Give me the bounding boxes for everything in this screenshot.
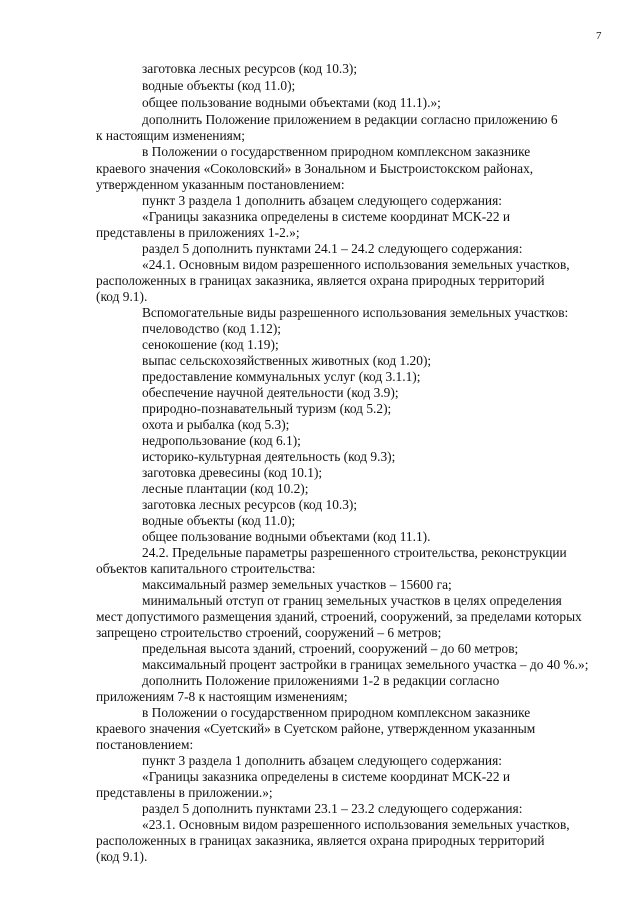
text-line: представлены в приложении.»; [96, 785, 273, 800]
text-line: представлены в приложениях 1-2.»; [96, 225, 300, 240]
text-line: «Границы заказника определены в системе координат МСК-22 и [142, 209, 511, 224]
text-line: мест допустимого размещения зданий, строений, сооружений, за пределами которых [96, 609, 582, 624]
text-line: сенокошение (код 1.19); [142, 337, 279, 352]
text-line: 24.2. Предельные параметры разрешенного строительства, реконструкции [142, 545, 567, 560]
text-line: минимальный отступ от границ земельных участков в целях определения [142, 593, 562, 608]
text-line: расположенных в границах заказника, является охрана природных территорий [96, 833, 545, 848]
text-line: обеспечение научной деятельности (код 3.9); [142, 385, 399, 400]
text-line: пункт 3 раздела 1 дополнить абзацем следующего содержания: [142, 193, 502, 208]
text-line: к настоящим изменениям; [96, 128, 245, 143]
text-line: в Положении о государственном природном комплексном заказнике [142, 144, 531, 159]
text-line: дополнить Положение приложением в редакции согласно приложению 6 [142, 112, 558, 127]
text-line: общее пользование водными объектами (код 11.1).»; [142, 95, 441, 110]
text-line: раздел 5 дополнить пунктами 24.1 – 24.2 следующего содержания: [142, 241, 523, 256]
text-line: в Положении о государственном природном комплексном заказнике [142, 705, 531, 720]
text-line: «23.1. Основным видом разрешенного использования земельных участков, [142, 817, 570, 832]
text-line: историко-культурная деятельность (код 9.3); [142, 449, 396, 464]
text-line: расположенных в границах заказника, является охрана природных территорий [96, 273, 545, 288]
text-line: раздел 5 дополнить пунктами 23.1 – 23.2 следующего содержания: [142, 801, 523, 816]
text-line: краевого значения «Соколовский» в Зональном и Быстроистокском районах, [96, 161, 534, 176]
text-line: предельная высота зданий, строений, сооружений – до 60 метров; [142, 641, 519, 656]
text-line: выпас сельскохозяйственных животных (код 1.20); [142, 353, 432, 368]
text-line: охота и рыбалка (код 5.3); [142, 417, 290, 432]
text-line: (код 9.1). [96, 849, 148, 864]
text-line: утвержденном указанным постановлением: [96, 177, 345, 192]
text-line: «24.1. Основным видом разрешенного использования земельных участков, [142, 257, 570, 272]
text-line: общее пользование водными объектами (код 11.1). [142, 529, 431, 544]
text-line: (код 9.1). [96, 289, 148, 304]
text-line: «Границы заказника определены в системе координат МСК-22 и [142, 769, 511, 784]
text-line: водные объекты (код 11.0); [142, 78, 296, 93]
text-line: заготовка древесины (код 10.1); [142, 465, 323, 480]
text-line: заготовка лесных ресурсов (код 10.3); [142, 61, 358, 76]
page-number: 7 [596, 30, 602, 42]
text-line: Вспомогательные виды разрешенного использования земельных участков: [142, 305, 569, 320]
text-line: пчеловодство (код 1.12); [142, 321, 282, 336]
text-line: заготовка лесных ресурсов (код 10.3); [142, 497, 358, 512]
text-line: водные объекты (код 11.0); [142, 513, 296, 528]
text-line: приложениям 7-8 к настоящим изменениям; [96, 689, 348, 704]
text-line: максимальный процент застройки в границах земельного участка – до 40 %.»; [142, 657, 589, 672]
text-line: лесные плантации (код 10.2); [142, 481, 309, 496]
text-line: объектов капитального строительства: [96, 561, 316, 576]
text-line: недропользование (код 6.1); [142, 433, 301, 448]
text-line: пункт 3 раздела 1 дополнить абзацем следующего содержания: [142, 753, 502, 768]
text-line: дополнить Положение приложениями 1-2 в редакции согласно [142, 673, 500, 688]
text-line: максимальный размер земельных участков – 15600 га; [142, 577, 452, 592]
text-line: предоставление коммунальных услуг (код 3.1.1); [142, 369, 421, 384]
text-line: запрещено строительство строений, сооружений – 6 метров; [96, 625, 442, 640]
text-line: краевого значения «Суетский» в Суетском районе, утвержденном указанным [96, 721, 536, 736]
text-line: постановлением: [96, 737, 194, 752]
text-line: природно-познавательный туризм (код 5.2); [142, 401, 392, 416]
